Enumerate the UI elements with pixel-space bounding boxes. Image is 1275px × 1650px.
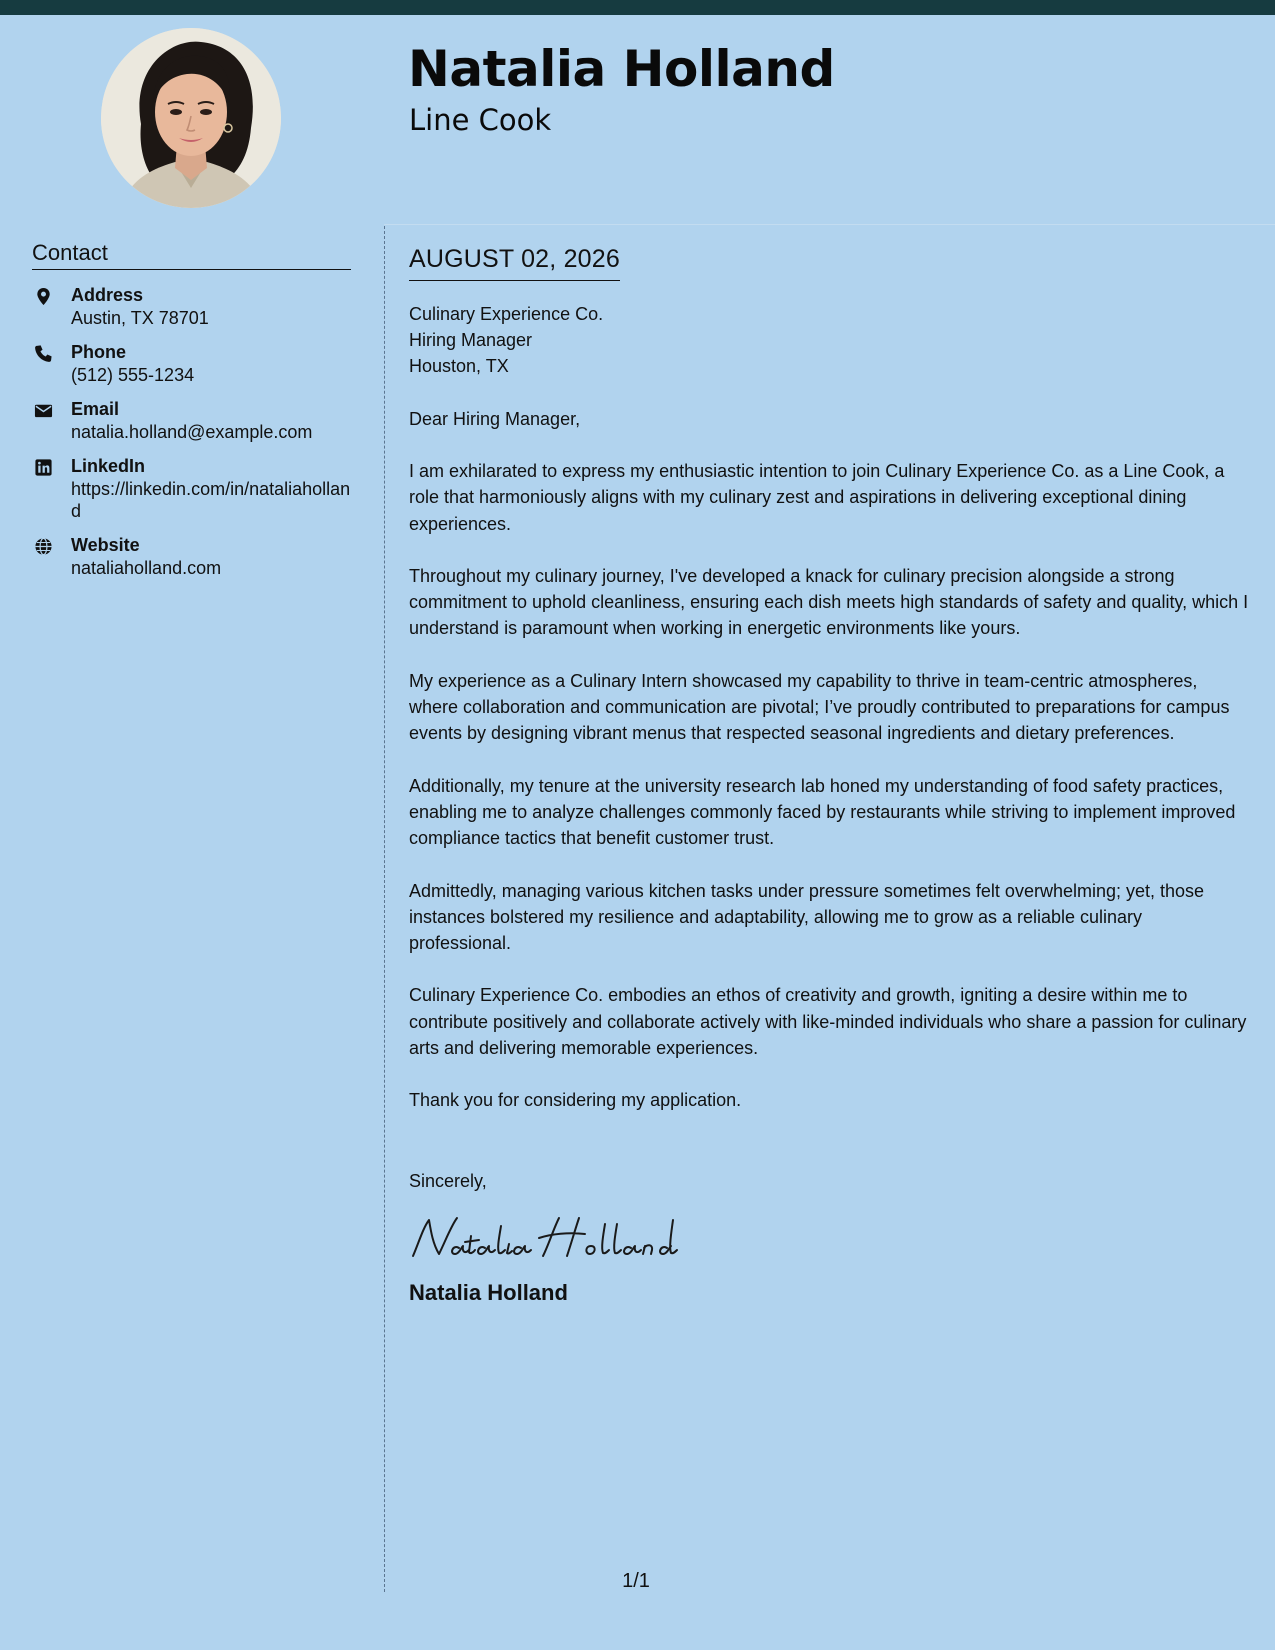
handwritten-signature bbox=[409, 1212, 1249, 1266]
closing: Sincerely, bbox=[409, 1170, 487, 1191]
letter-date: AUGUST 02, 2026 bbox=[409, 244, 620, 281]
avatar bbox=[101, 28, 281, 208]
page-number: 1/1 bbox=[622, 1570, 650, 1592]
linkedin-value[interactable]: https://linkedin.com/in/nataliaholland bbox=[71, 479, 351, 521]
contact-label: Phone bbox=[71, 342, 127, 362]
header-divider bbox=[384, 224, 1275, 225]
letter-paragraph: I am exhilarated to express my enthusiastic intention to join Culinary Experience Co. as a Line Cook, a role that harmoniously aligns with my culinary zest and aspirations in delivering exceptional dining experiences. bbox=[409, 461, 1225, 534]
contact-label: Email bbox=[71, 399, 120, 419]
column-divider bbox=[384, 226, 385, 1592]
salutation: Dear Hiring Manager, bbox=[409, 409, 581, 429]
contact-email bbox=[32, 398, 351, 443]
recipient-title: Hiring Manager bbox=[409, 330, 533, 350]
contact-label: Address bbox=[71, 285, 144, 305]
globe-icon bbox=[34, 537, 53, 556]
map-pin-icon bbox=[34, 287, 53, 306]
recipient-company: Culinary Experience Co. bbox=[409, 304, 604, 324]
address-value: Austin, TX 78701 bbox=[71, 308, 209, 328]
recipient-location: Houston, TX bbox=[409, 356, 509, 376]
letter-paragraph: Additionally, my tenure at the university research lab honed my understanding of food safety practices, enabling me to analyze challenges commonly faced by restaurants while striving to implement improved compliance tactics that benefit customer trust. bbox=[409, 775, 1236, 849]
contact-heading: Contact bbox=[32, 240, 351, 270]
letter-paragraph: Admittedly, managing various kitchen tasks under pressure sometimes felt overwhelming; yet, those instances bolstered my resilience and adaptability, allowing me to grow as a reliable culinary professional. bbox=[409, 880, 1205, 954]
phone-value: (512) 555-1234 bbox=[71, 365, 195, 385]
candidate-name: Natalia Holland bbox=[408, 40, 835, 98]
contact-phone bbox=[32, 341, 351, 386]
signed-name: Natalia Holland bbox=[409, 1279, 568, 1305]
email-value: natalia.holland@example.com bbox=[71, 422, 313, 442]
job-title: Line Cook bbox=[409, 103, 552, 137]
contact-linkedin bbox=[32, 455, 351, 522]
letter-body bbox=[409, 244, 1249, 1306]
letter-paragraph: Thank you for considering my application. bbox=[409, 1090, 742, 1111]
phone-icon bbox=[34, 344, 53, 363]
contact-website bbox=[32, 534, 351, 579]
signature-image bbox=[409, 1212, 679, 1266]
letter-paragraph: Culinary Experience Co. embodies an ethos of creativity and growth, igniting a desire within me to contribute positively and collaborate actively with like-minded individuals who share a passion for culinary arts and delivering memorable experiences. bbox=[409, 985, 1247, 1059]
letter-paragraph: Throughout my culinary journey, I've developed a knack for culinary precision alongside a strong commitment to uphold cleanliness, ensuring each dish meets high standards of safety and quality, which I understand is paramount when working in energetic environments like yours. bbox=[409, 565, 1249, 639]
recipient-block bbox=[409, 301, 1249, 379]
contact-sidebar bbox=[32, 240, 351, 579]
contact-address bbox=[32, 284, 351, 329]
linkedin-icon bbox=[34, 458, 53, 477]
top-accent-bar bbox=[0, 0, 1275, 15]
portrait-photo bbox=[101, 28, 281, 208]
contact-label: Website bbox=[71, 535, 140, 555]
letter-paragraphs bbox=[409, 458, 1249, 1114]
website-value[interactable]: nataliaholland.com bbox=[71, 558, 222, 578]
letter-paragraph: My experience as a Culinary Intern showcased my capability to thrive in team-centric atmospheres, where collaboration and communication are pivotal; I’ve proudly contributed to preparations for campus events by designing vibrant menus that respected seasonal ingredients and dietary preferences. bbox=[409, 670, 1230, 744]
envelope-icon bbox=[34, 401, 53, 420]
contact-label: LinkedIn bbox=[71, 456, 146, 476]
